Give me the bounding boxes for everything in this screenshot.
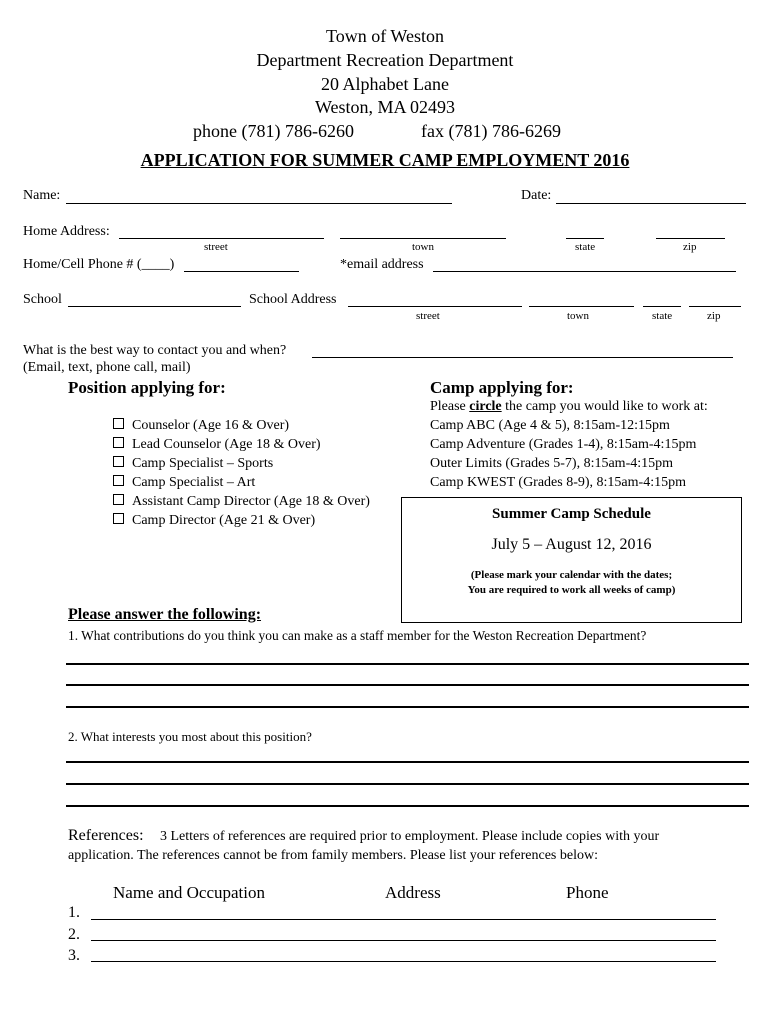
position-option[interactable]: Counselor (Age 16 & Over)	[113, 418, 289, 434]
home-address-label: Home Address:	[23, 224, 110, 239]
schedule-box	[401, 497, 742, 623]
school-state-caption: state	[652, 310, 673, 322]
checkbox-icon[interactable]	[113, 418, 124, 429]
reference-field-3[interactable]	[91, 961, 716, 962]
home-street-field[interactable]	[119, 238, 324, 239]
phone-field[interactable]	[184, 271, 299, 272]
schedule-note-2: You are required to work all weeks of camp)	[467, 584, 676, 596]
contact-hint: (Email, text, phone call, mail)	[23, 360, 191, 375]
checkbox-icon[interactable]	[113, 475, 124, 486]
school-state-field[interactable]	[643, 306, 681, 307]
camp-instruction: Please circle the camp you would like to work at:	[430, 399, 708, 414]
school-field[interactable]	[68, 306, 241, 307]
home-town-caption: town	[412, 241, 434, 253]
school-address-label: School Address	[249, 292, 337, 307]
home-town-field[interactable]	[340, 238, 506, 239]
references-label: References:	[68, 827, 144, 844]
city-state-zip: Weston, MA 02493	[314, 97, 456, 117]
checkbox-icon[interactable]	[113, 513, 124, 524]
schedule-dates: July 5 – August 12, 2016	[491, 536, 652, 553]
home-street-caption: street	[204, 241, 228, 253]
school-zip-field[interactable]	[689, 306, 741, 307]
schedule-note-1: (Please mark your calendar with the dates;	[470, 569, 673, 581]
fax-number: fax (781) 786-6269	[421, 121, 561, 141]
school-town-field[interactable]	[529, 306, 634, 307]
column-name-occupation: Name and Occupation	[113, 883, 265, 902]
name-field[interactable]	[66, 203, 452, 204]
camp-option[interactable]: Camp ABC (Age 4 & 5), 8:15am-12:15pm	[430, 418, 670, 433]
schedule-title: Summer Camp Schedule	[492, 506, 651, 522]
reference-field-1[interactable]	[91, 919, 716, 920]
department-name: Department Recreation Department	[256, 50, 514, 70]
answer-line-2[interactable]	[66, 684, 749, 686]
school-zip-caption: zip	[707, 310, 721, 322]
school-town-caption: town	[567, 310, 589, 322]
references-text-2: application. The references cannot be from family members. Please list your references below:	[68, 848, 598, 863]
home-state-field[interactable]	[566, 238, 604, 239]
camp-option[interactable]: Camp KWEST (Grades 8-9), 8:15am-4:15pm	[430, 475, 686, 490]
home-zip-caption: zip	[683, 241, 697, 253]
contact-field[interactable]	[312, 357, 733, 358]
questions-heading: Please answer the following:	[68, 606, 262, 623]
position-option[interactable]: Camp Director (Age 21 & Over)	[113, 513, 315, 529]
position-option[interactable]: Camp Specialist – Art	[113, 475, 255, 491]
reference-number: 1.	[68, 904, 80, 921]
answer-line-1[interactable]	[66, 663, 749, 665]
school-street-caption: street	[416, 310, 440, 322]
column-phone: Phone	[566, 883, 609, 902]
reference-number: 2.	[68, 926, 80, 943]
question-1: 1. What contributions do you think you can make as a staff member for the Weston Recreation Department?	[68, 628, 647, 643]
camp-option[interactable]: Outer Limits (Grades 5-7), 8:15am-4:15pm	[430, 456, 674, 471]
position-option[interactable]: Camp Specialist – Sports	[113, 456, 273, 472]
contact-question: What is the best way to contact you and when?	[23, 343, 287, 358]
page-title: APPLICATION FOR SUMMER CAMP EMPLOYMENT 2016	[140, 150, 630, 170]
checkbox-icon[interactable]	[113, 456, 124, 467]
reference-field-2[interactable]	[91, 940, 716, 941]
reference-number: 3.	[68, 947, 80, 964]
home-state-caption: state	[575, 241, 596, 253]
date-field[interactable]	[556, 203, 746, 204]
answer-line-5[interactable]	[66, 783, 749, 785]
answer-line-6[interactable]	[66, 805, 749, 807]
camp-option[interactable]: Camp Adventure (Grades 1-4), 8:15am-4:15pm	[430, 437, 697, 452]
street-address: 20 Alphabet Lane	[321, 74, 449, 94]
town-name: Town of Weston	[326, 26, 444, 46]
answer-line-4[interactable]	[66, 761, 749, 763]
checkbox-icon[interactable]	[113, 437, 124, 448]
camp-heading: Camp applying for:	[430, 378, 574, 397]
checkbox-icon[interactable]	[113, 494, 124, 505]
email-label: *email address	[340, 257, 424, 272]
position-heading: Position applying for:	[68, 378, 226, 397]
answer-line-3[interactable]	[66, 706, 749, 708]
school-label: School	[23, 292, 62, 307]
name-label: Name:	[23, 188, 61, 203]
date-label: Date:	[521, 188, 552, 203]
column-address: Address	[385, 883, 441, 902]
home-zip-field[interactable]	[656, 238, 725, 239]
school-street-field[interactable]	[348, 306, 522, 307]
phone-label: Home/Cell Phone # (____)	[23, 257, 175, 272]
phone-number: phone (781) 786-6260	[193, 121, 354, 141]
position-option[interactable]: Lead Counselor (Age 18 & Over)	[113, 437, 321, 453]
question-2: 2. What interests you most about this position?	[68, 729, 312, 744]
email-field[interactable]	[433, 271, 736, 272]
position-option[interactable]: Assistant Camp Director (Age 18 & Over)	[113, 494, 370, 510]
references-text-1: 3 Letters of references are required prior to employment. Please include copies with your	[160, 829, 660, 844]
